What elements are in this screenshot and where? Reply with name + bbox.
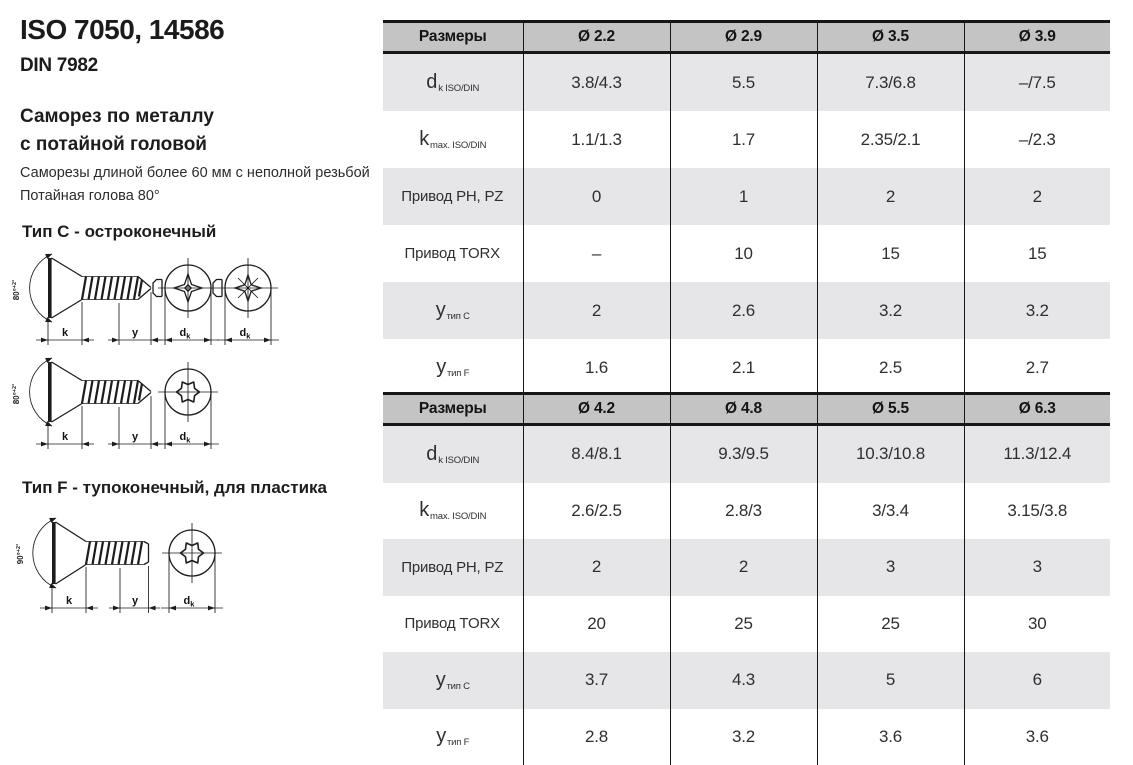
dim-d: d bbox=[240, 327, 247, 339]
spec-cell: – bbox=[523, 225, 670, 282]
dim-d: d bbox=[180, 431, 187, 443]
spec-cell: 2 bbox=[523, 282, 670, 339]
row-label bbox=[383, 53, 523, 112]
head-angle-label bbox=[12, 280, 21, 301]
spec-cell: 3.6 bbox=[817, 709, 964, 765]
angle-value: 80° bbox=[12, 288, 21, 300]
row-label-subscript: k ISO/DIN bbox=[438, 455, 479, 466]
dim-d: d bbox=[180, 327, 187, 339]
spec-cell: 2.35/2.1 bbox=[817, 111, 964, 168]
spec-cell: 3/3.4 bbox=[817, 483, 964, 540]
row-label-text: Привод PH, PZ bbox=[401, 188, 503, 205]
spec-cell: 30 bbox=[964, 596, 1110, 653]
col-header-diameter: Ø 4.2 bbox=[523, 394, 670, 425]
col-header-diameter: Ø 5.5 bbox=[817, 394, 964, 425]
product-name-line2: с потайной головой bbox=[20, 131, 214, 159]
spec-table-small-diameters bbox=[383, 20, 1110, 396]
row-label-symbol: d bbox=[426, 443, 437, 465]
angle-tolerance: +2° bbox=[16, 544, 22, 552]
row-label-subscript: k ISO/DIN bbox=[438, 83, 479, 94]
product-notes bbox=[20, 162, 370, 208]
col-header-diameter: Ø 2.9 bbox=[670, 22, 817, 53]
ph-recess-head-view bbox=[153, 258, 219, 345]
row-label-symbol: d bbox=[426, 71, 437, 93]
torx-recess-head-view bbox=[157, 362, 219, 449]
spec-cell: 10.3/10.8 bbox=[817, 425, 964, 483]
row-label bbox=[383, 111, 523, 168]
table-row-kmax bbox=[383, 111, 1110, 168]
type-f-screw-side-view bbox=[16, 518, 160, 613]
type-c-screw-side-view bbox=[12, 254, 162, 345]
col-header-sizes: Размеры bbox=[383, 394, 523, 425]
row-label bbox=[383, 168, 523, 225]
dim-y-label: y bbox=[132, 327, 139, 339]
spec-cell: 10 bbox=[670, 225, 817, 282]
row-label bbox=[383, 652, 523, 709]
dim-dk-label bbox=[180, 327, 192, 341]
page-title: ISO 7050, 14586 bbox=[20, 14, 224, 46]
angle-value: 90° bbox=[16, 552, 25, 564]
row-label-symbol: y bbox=[436, 725, 446, 747]
row-label bbox=[383, 425, 523, 483]
dim-d-sub: k bbox=[186, 332, 191, 341]
row-label-text: Привод PH, PZ bbox=[401, 559, 503, 576]
spec-cell: 25 bbox=[670, 596, 817, 653]
angle-tolerance: +2° bbox=[12, 384, 18, 392]
spec-cell: 11.3/12.4 bbox=[964, 425, 1110, 483]
col-header-diameter: Ø 4.8 bbox=[670, 394, 817, 425]
spec-cell: 2.8 bbox=[523, 709, 670, 765]
row-label-subscript: тип C bbox=[447, 311, 470, 322]
row-label-subscript: тип C bbox=[447, 681, 470, 692]
spec-cell: 3.2 bbox=[817, 282, 964, 339]
col-header-diameter: Ø 6.3 bbox=[964, 394, 1110, 425]
table-header-row bbox=[383, 394, 1110, 425]
row-label-symbol: y bbox=[436, 669, 446, 691]
spec-cell: 0 bbox=[523, 168, 670, 225]
spec-cell: 2.6/2.5 bbox=[523, 483, 670, 540]
spec-cell: –/7.5 bbox=[964, 53, 1110, 112]
spec-cell: 2 bbox=[523, 539, 670, 596]
spec-cell: 2 bbox=[817, 168, 964, 225]
spec-cell: 2 bbox=[964, 168, 1110, 225]
spec-cell: 6 bbox=[964, 652, 1110, 709]
table-row-drive-ph-pz bbox=[383, 539, 1110, 596]
table-row-dk bbox=[383, 53, 1110, 112]
col-header-diameter: Ø 2.2 bbox=[523, 22, 670, 53]
spec-cell: 2.1 bbox=[670, 339, 817, 396]
spec-cell: 2 bbox=[670, 539, 817, 596]
row-label bbox=[383, 596, 523, 653]
col-header-sizes: Размеры bbox=[383, 22, 523, 53]
row-label-subscript: max. ISO/DIN bbox=[430, 511, 486, 522]
spec-cell: 2.5 bbox=[817, 339, 964, 396]
row-label-symbol: y bbox=[436, 299, 446, 321]
spec-cell: 15 bbox=[817, 225, 964, 282]
din-standard-label: DIN 7982 bbox=[20, 55, 98, 77]
type-c-ph-pz-drawing bbox=[10, 246, 280, 350]
spec-cell: 25 bbox=[817, 596, 964, 653]
dim-y-label: y bbox=[132, 431, 139, 443]
spec-cell: 20 bbox=[523, 596, 670, 653]
type-c-torx-drawing bbox=[10, 350, 222, 454]
type-f-torx-drawing bbox=[14, 508, 226, 620]
dim-k-label: k bbox=[66, 595, 73, 607]
product-name-line1: Саморез по металлу bbox=[20, 103, 214, 131]
type-c-heading: Тип C - остроконечный bbox=[22, 222, 216, 242]
dim-dk-label bbox=[180, 431, 192, 445]
row-label bbox=[383, 709, 523, 765]
row-label-subscript: тип F bbox=[447, 737, 469, 748]
dim-y-label: y bbox=[132, 595, 139, 607]
product-name bbox=[20, 103, 214, 159]
row-label-symbol: k bbox=[419, 128, 429, 150]
angle-value: 80° bbox=[12, 392, 21, 404]
table-row-y-type-f bbox=[383, 709, 1110, 765]
dim-k-label: k bbox=[62, 327, 69, 339]
row-label bbox=[383, 282, 523, 339]
spec-cell: 15 bbox=[964, 225, 1110, 282]
spec-cell: 3 bbox=[964, 539, 1110, 596]
row-label bbox=[383, 339, 523, 396]
table-row-dk bbox=[383, 425, 1110, 483]
dim-dk-label bbox=[240, 327, 252, 341]
row-label-text: Привод TORX bbox=[405, 245, 500, 262]
dim-d-sub: k bbox=[190, 600, 195, 609]
row-label-text: Привод TORX bbox=[405, 615, 500, 632]
col-header-diameter: Ø 3.5 bbox=[817, 22, 964, 53]
dim-d: d bbox=[184, 595, 191, 607]
spec-cell: 7.3/6.8 bbox=[817, 53, 964, 112]
product-note-line2: Потайная голова 80° bbox=[20, 185, 370, 208]
spec-cell: 3 bbox=[817, 539, 964, 596]
table-row-kmax bbox=[383, 483, 1110, 540]
dim-d-sub: k bbox=[186, 436, 191, 445]
table-row-drive-ph-pz bbox=[383, 168, 1110, 225]
row-label bbox=[383, 225, 523, 282]
table-row-y-type-c bbox=[383, 652, 1110, 709]
dim-k-label: k bbox=[62, 431, 69, 443]
angle-tolerance: +2° bbox=[12, 280, 18, 288]
spec-cell: 1.7 bbox=[670, 111, 817, 168]
table-row-drive-torx bbox=[383, 225, 1110, 282]
table-row-y-type-f bbox=[383, 339, 1110, 396]
pz-recess-head-view bbox=[213, 258, 279, 345]
spec-cell: 3.2 bbox=[670, 709, 817, 765]
row-label-subscript: max. ISO/DIN bbox=[430, 140, 486, 151]
spec-cell: 3.7 bbox=[523, 652, 670, 709]
spec-cell: 2.6 bbox=[670, 282, 817, 339]
spec-table-large-diameters bbox=[383, 392, 1110, 765]
table-row-drive-torx bbox=[383, 596, 1110, 653]
spec-cell: 2.8/3 bbox=[670, 483, 817, 540]
spec-cell: 4.3 bbox=[670, 652, 817, 709]
torx-recess-head-view bbox=[161, 523, 223, 613]
type-f-heading: Тип F - тупоконечный, для пластика bbox=[22, 478, 327, 498]
spec-cell: 5 bbox=[817, 652, 964, 709]
col-header-diameter: Ø 3.9 bbox=[964, 22, 1110, 53]
spec-cell: 3.6 bbox=[964, 709, 1110, 765]
spec-cell: 9.3/9.5 bbox=[670, 425, 817, 483]
row-label bbox=[383, 483, 523, 540]
head-angle-label bbox=[16, 544, 25, 565]
spec-cell: 5.5 bbox=[670, 53, 817, 112]
table-row-y-type-c bbox=[383, 282, 1110, 339]
spec-cell: 1 bbox=[670, 168, 817, 225]
spec-cell: 1.6 bbox=[523, 339, 670, 396]
row-label-subscript: тип F bbox=[447, 368, 469, 379]
head-angle-label bbox=[12, 384, 21, 405]
dim-dk-label bbox=[184, 595, 196, 609]
product-note-line1: Саморезы длиной более 60 мм с неполной резьбой bbox=[20, 162, 370, 185]
spec-cell: 3.8/4.3 bbox=[523, 53, 670, 112]
spec-cell: 8.4/8.1 bbox=[523, 425, 670, 483]
spec-cell: 1.1/1.3 bbox=[523, 111, 670, 168]
row-label bbox=[383, 539, 523, 596]
row-label-symbol: y bbox=[436, 356, 446, 378]
spec-cell: –/2.3 bbox=[964, 111, 1110, 168]
type-c-screw-side-view bbox=[12, 358, 162, 449]
spec-cell: 3.2 bbox=[964, 282, 1110, 339]
spec-cell: 2.7 bbox=[964, 339, 1110, 396]
dim-d-sub: k bbox=[246, 332, 251, 341]
table-header-row bbox=[383, 22, 1110, 53]
spec-cell: 3.15/3.8 bbox=[964, 483, 1110, 540]
row-label-symbol: k bbox=[419, 499, 429, 521]
